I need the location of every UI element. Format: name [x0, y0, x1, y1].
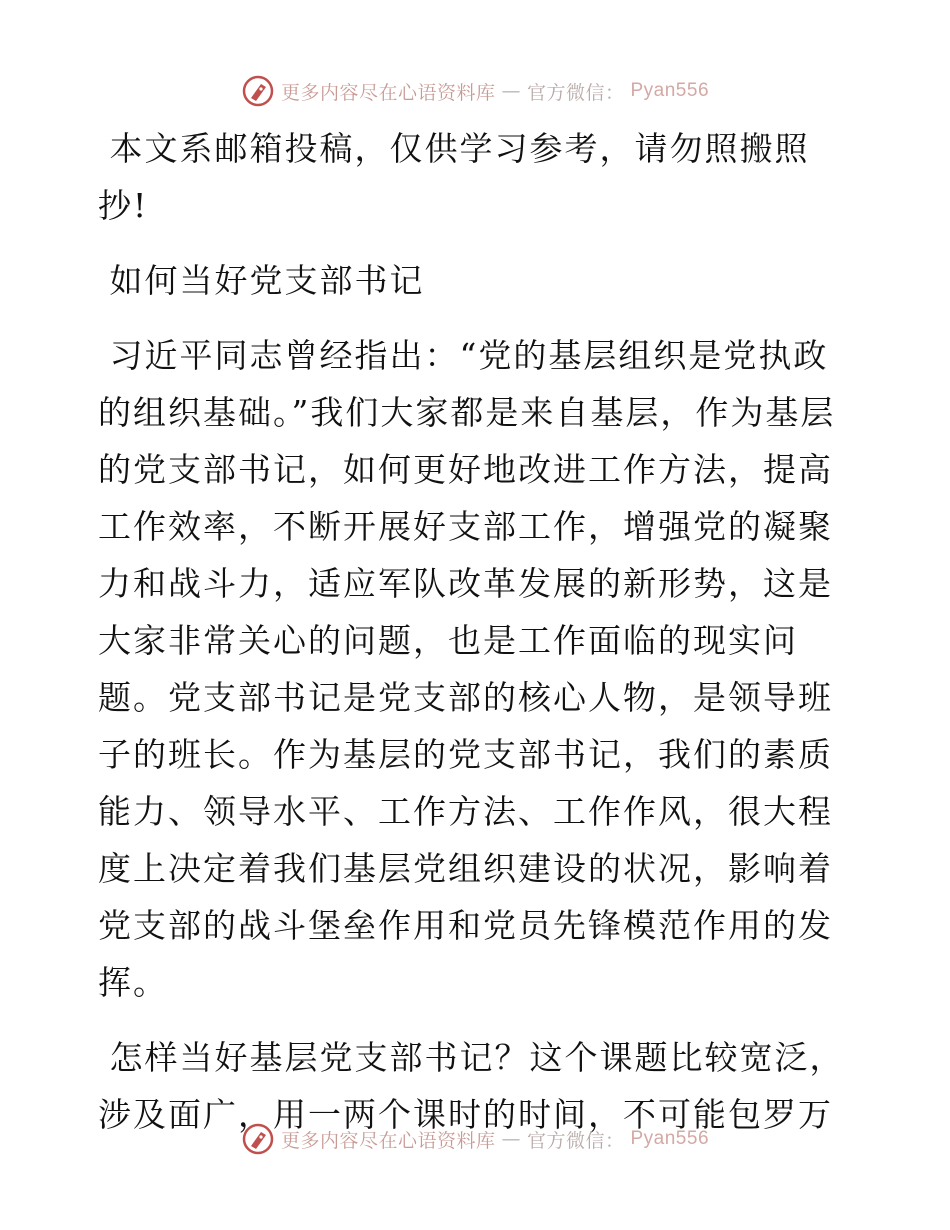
pen-nib-circle-icon: [241, 1122, 275, 1156]
document-body: [98, 120, 858, 1143]
watermark-official: 官方微信：: [526, 1129, 625, 1152]
pen-nib-circle-icon: [241, 74, 275, 108]
footer-watermark: [0, 1122, 950, 1156]
disclaimer-text: 本文系邮箱投稿，仅供学习参考，请勿照搬照抄!: [98, 129, 810, 225]
document-title: 如何当好党支部书记: [109, 261, 425, 300]
watermark-brand: 更多内容尽在心语资料库: [280, 1129, 496, 1152]
header-watermark: [0, 74, 950, 108]
watermark-brand: 更多内容尽在心语资料库: [280, 81, 496, 104]
watermark-dash: —: [501, 1128, 521, 1150]
paragraph-2: 怎样当好基层党支部书记？这个课题比较宽泛，涉及面广，用一两个课时的时间，不可能包罗万: [98, 1038, 845, 1134]
paragraph-1: 习近平同志曾经指出：“党的基层组织是党执政的组织基础。”我们大家都是来自基层，作为基层的党支部书记，如何更好地改进工作方法，提高工作效率，不断开展好支部工作，增强党的凝聚力和战斗力，适应军队改革发展的新形势，这是大家非常关心的问题，也是工作面临的现实问题。党支部书记是党支部的核心人物，是领导班子的班长。作为基层的党支部书记，我们的素质能力、领导水平、工作方法、工作作风，很大程度上决定着我们基层党组织建设的状况，影响着党支部的战斗堡垒作用和党员先锋模范作用的发挥。: [98, 336, 836, 1002]
watermark-official: 官方微信：: [526, 81, 625, 104]
watermark-dash: —: [501, 80, 521, 102]
watermark-wechat-id: Pyan556: [630, 1128, 710, 1149]
watermark-wechat-id: Pyan556: [630, 80, 710, 101]
